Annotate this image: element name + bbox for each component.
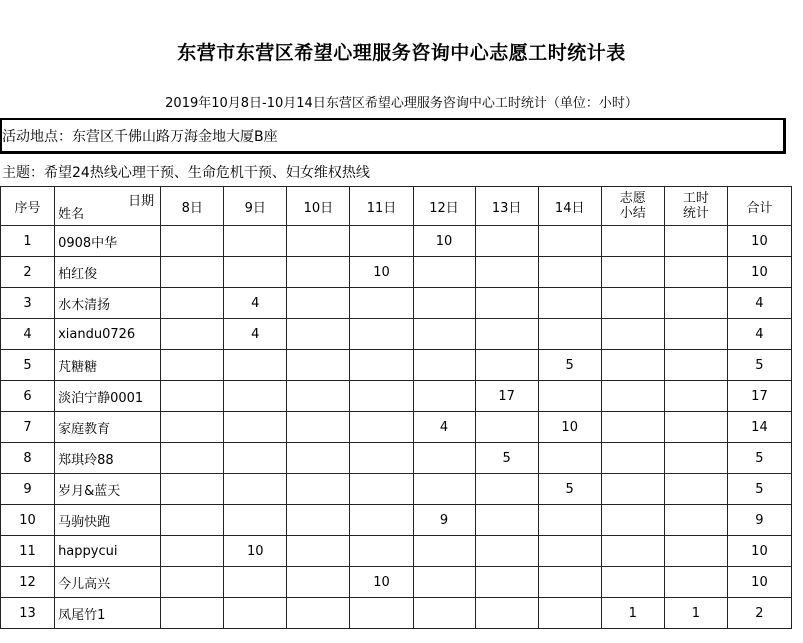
cell-seq: 1	[1, 226, 55, 257]
cell-d13: 5	[475, 443, 538, 474]
report-subtitle: 2019年10月8日-10月14日东营区希望心理服务咨询中心工时统计（单位：小时）	[165, 96, 638, 111]
cell-d12	[413, 598, 475, 629]
cell-d13	[475, 288, 538, 319]
cell-d9: 10	[224, 536, 287, 567]
table-row	[1, 567, 792, 598]
cell-seq: 13	[1, 598, 55, 629]
cell-d14	[538, 226, 601, 257]
cell-d13	[475, 474, 538, 505]
header-day: 11日	[350, 187, 413, 226]
cell-d8	[161, 350, 224, 381]
header-summary-line1: 志愿	[619, 191, 646, 206]
cell-d10	[287, 350, 350, 381]
cell-d9	[224, 257, 287, 288]
cell-total: 14	[727, 412, 791, 443]
table-row	[1, 412, 792, 443]
cell-name: 今儿高兴	[55, 567, 161, 598]
cell-d10	[287, 536, 350, 567]
cell-name: 柏红俊	[55, 257, 161, 288]
cell-d12	[413, 443, 475, 474]
cell-total: 4	[727, 319, 791, 350]
cell-seq: 4	[1, 319, 55, 350]
cell-total: 4	[727, 288, 791, 319]
cell-summary	[601, 443, 664, 474]
header-day: 13日	[475, 187, 538, 226]
cell-seq: 12	[1, 567, 55, 598]
table-row	[1, 350, 792, 381]
cell-d14	[538, 567, 601, 598]
cell-d11	[350, 598, 413, 629]
cell-stats	[664, 226, 727, 257]
cell-stats	[664, 505, 727, 536]
cell-d13	[475, 505, 538, 536]
header-day: 12日	[413, 187, 475, 226]
cell-d14	[538, 288, 601, 319]
cell-d11	[350, 288, 413, 319]
cell-d11	[350, 350, 413, 381]
cell-d9: 4	[224, 319, 287, 350]
cell-d14	[538, 536, 601, 567]
cell-d11	[350, 474, 413, 505]
cell-d14	[538, 505, 601, 536]
cell-summary	[601, 505, 664, 536]
cell-d9	[224, 443, 287, 474]
activity-location: 活动地点：东营区千佛山路万海金地大厦B座	[0, 118, 786, 154]
cell-summary	[601, 226, 664, 257]
cell-d13	[475, 567, 538, 598]
cell-d9	[224, 567, 287, 598]
cell-d14: 5	[538, 350, 601, 381]
cell-summary	[601, 567, 664, 598]
cell-stats	[664, 412, 727, 443]
cell-name: 马驹快跑	[55, 505, 161, 536]
header-seq: 序号	[1, 187, 55, 226]
cell-d12: 9	[413, 505, 475, 536]
cell-summary	[601, 536, 664, 567]
cell-summary	[601, 412, 664, 443]
cell-d12: 4	[413, 412, 475, 443]
cell-seq: 11	[1, 536, 55, 567]
cell-seq: 5	[1, 350, 55, 381]
volunteer-hours-table	[0, 186, 792, 629]
table-row	[1, 288, 792, 319]
cell-name: 水木清扬	[55, 288, 161, 319]
cell-total: 2	[727, 598, 791, 629]
cell-d9	[224, 226, 287, 257]
cell-d8	[161, 443, 224, 474]
header-day: 8日	[161, 187, 224, 226]
cell-total: 5	[727, 474, 791, 505]
cell-d9	[224, 474, 287, 505]
cell-seq: 6	[1, 381, 55, 412]
cell-total: 10	[727, 536, 791, 567]
cell-stats	[664, 443, 727, 474]
cell-seq: 2	[1, 257, 55, 288]
cell-d12	[413, 350, 475, 381]
cell-d12	[413, 381, 475, 412]
cell-d8	[161, 257, 224, 288]
cell-d13	[475, 536, 538, 567]
cell-d11	[350, 381, 413, 412]
cell-d12: 10	[413, 226, 475, 257]
table-row	[1, 474, 792, 505]
cell-d9	[224, 412, 287, 443]
cell-seq: 8	[1, 443, 55, 474]
cell-d10	[287, 226, 350, 257]
table-row	[1, 381, 792, 412]
cell-total: 10	[727, 257, 791, 288]
table-row	[1, 598, 792, 629]
cell-d8	[161, 381, 224, 412]
cell-summary	[601, 288, 664, 319]
header-date: 日期	[128, 194, 155, 209]
cell-d11	[350, 226, 413, 257]
cell-d11	[350, 505, 413, 536]
cell-name: 淡泊宁静0001	[55, 381, 161, 412]
cell-d14	[538, 257, 601, 288]
cell-d14: 10	[538, 412, 601, 443]
cell-stats	[664, 257, 727, 288]
table-row	[1, 536, 792, 567]
cell-d13	[475, 257, 538, 288]
cell-d10	[287, 381, 350, 412]
table-body	[1, 226, 792, 629]
cell-d11: 10	[350, 567, 413, 598]
cell-d12	[413, 288, 475, 319]
cell-summary	[601, 257, 664, 288]
cell-name: 芃糖糖	[55, 350, 161, 381]
cell-d9	[224, 505, 287, 536]
header-stats-line1: 工时	[682, 191, 709, 206]
cell-name: 凤尾竹1	[55, 598, 161, 629]
cell-seq: 3	[1, 288, 55, 319]
cell-d11: 10	[350, 257, 413, 288]
cell-d8	[161, 474, 224, 505]
cell-total: 9	[727, 505, 791, 536]
cell-d11	[350, 412, 413, 443]
cell-stats	[664, 350, 727, 381]
cell-d8	[161, 288, 224, 319]
header-hours-stats	[664, 187, 727, 226]
cell-d10	[287, 257, 350, 288]
cell-total: 5	[727, 443, 791, 474]
cell-name: xiandu0726	[55, 319, 161, 350]
cell-total: 10	[727, 226, 791, 257]
header-stats-line2: 统计	[682, 206, 709, 221]
cell-d11	[350, 443, 413, 474]
cell-summary	[601, 319, 664, 350]
header-day: 10日	[287, 187, 350, 226]
cell-seq: 10	[1, 505, 55, 536]
cell-d10	[287, 412, 350, 443]
cell-d14: 5	[538, 474, 601, 505]
cell-total: 17	[727, 381, 791, 412]
cell-stats	[664, 536, 727, 567]
cell-d12	[413, 257, 475, 288]
cell-d8	[161, 536, 224, 567]
table-row	[1, 257, 792, 288]
cell-d14	[538, 319, 601, 350]
cell-d10	[287, 567, 350, 598]
cell-d14	[538, 598, 601, 629]
cell-d9: 4	[224, 288, 287, 319]
cell-stats	[664, 474, 727, 505]
activity-topic: 主题：希望24热线心理干预、生命危机干预、妇女维权热线	[2, 165, 370, 181]
header-date-name	[55, 187, 161, 226]
cell-d10	[287, 288, 350, 319]
cell-d10	[287, 474, 350, 505]
table-row	[1, 226, 792, 257]
cell-name: 郑琪玲88	[55, 443, 161, 474]
cell-seq: 7	[1, 412, 55, 443]
cell-stats	[664, 381, 727, 412]
cell-name: happycui	[55, 536, 161, 567]
cell-summary	[601, 381, 664, 412]
cell-d13	[475, 226, 538, 257]
cell-total: 10	[727, 567, 791, 598]
cell-d9	[224, 381, 287, 412]
cell-d10	[287, 505, 350, 536]
cell-d13	[475, 412, 538, 443]
cell-stats: 1	[664, 598, 727, 629]
cell-d10	[287, 598, 350, 629]
cell-d8	[161, 226, 224, 257]
cell-d9	[224, 350, 287, 381]
cell-stats	[664, 319, 727, 350]
header-summary-line2: 小结	[619, 206, 646, 221]
cell-d8	[161, 505, 224, 536]
cell-seq: 9	[1, 474, 55, 505]
cell-total: 5	[727, 350, 791, 381]
table-row	[1, 319, 792, 350]
cell-summary	[601, 350, 664, 381]
cell-d12	[413, 536, 475, 567]
cell-d10	[287, 443, 350, 474]
cell-summary	[601, 474, 664, 505]
cell-stats	[664, 567, 727, 598]
cell-d12	[413, 319, 475, 350]
table-row	[1, 505, 792, 536]
cell-d9	[224, 598, 287, 629]
cell-d14	[538, 443, 601, 474]
header-name: 姓名	[58, 207, 85, 222]
cell-d8	[161, 567, 224, 598]
cell-d12	[413, 567, 475, 598]
cell-d11	[350, 536, 413, 567]
cell-d11	[350, 319, 413, 350]
cell-name: 0908中华	[55, 226, 161, 257]
cell-d13: 17	[475, 381, 538, 412]
cell-name: 家庭教育	[55, 412, 161, 443]
cell-stats	[664, 288, 727, 319]
header-volunteer-summary	[601, 187, 664, 226]
header-day: 14日	[538, 187, 601, 226]
report-title: 东营市东营区希望心理服务咨询中心志愿工时统计表	[177, 42, 626, 64]
cell-d8	[161, 598, 224, 629]
cell-summary: 1	[601, 598, 664, 629]
table-row	[1, 443, 792, 474]
cell-d12	[413, 474, 475, 505]
table-header-row	[1, 187, 792, 226]
header-day: 9日	[224, 187, 287, 226]
cell-name: 岁月&蓝天	[55, 474, 161, 505]
header-total: 合计	[727, 187, 791, 226]
cell-d8	[161, 319, 224, 350]
cell-d10	[287, 319, 350, 350]
cell-d13	[475, 350, 538, 381]
cell-d13	[475, 319, 538, 350]
cell-d14	[538, 381, 601, 412]
cell-d8	[161, 412, 224, 443]
cell-d13	[475, 598, 538, 629]
